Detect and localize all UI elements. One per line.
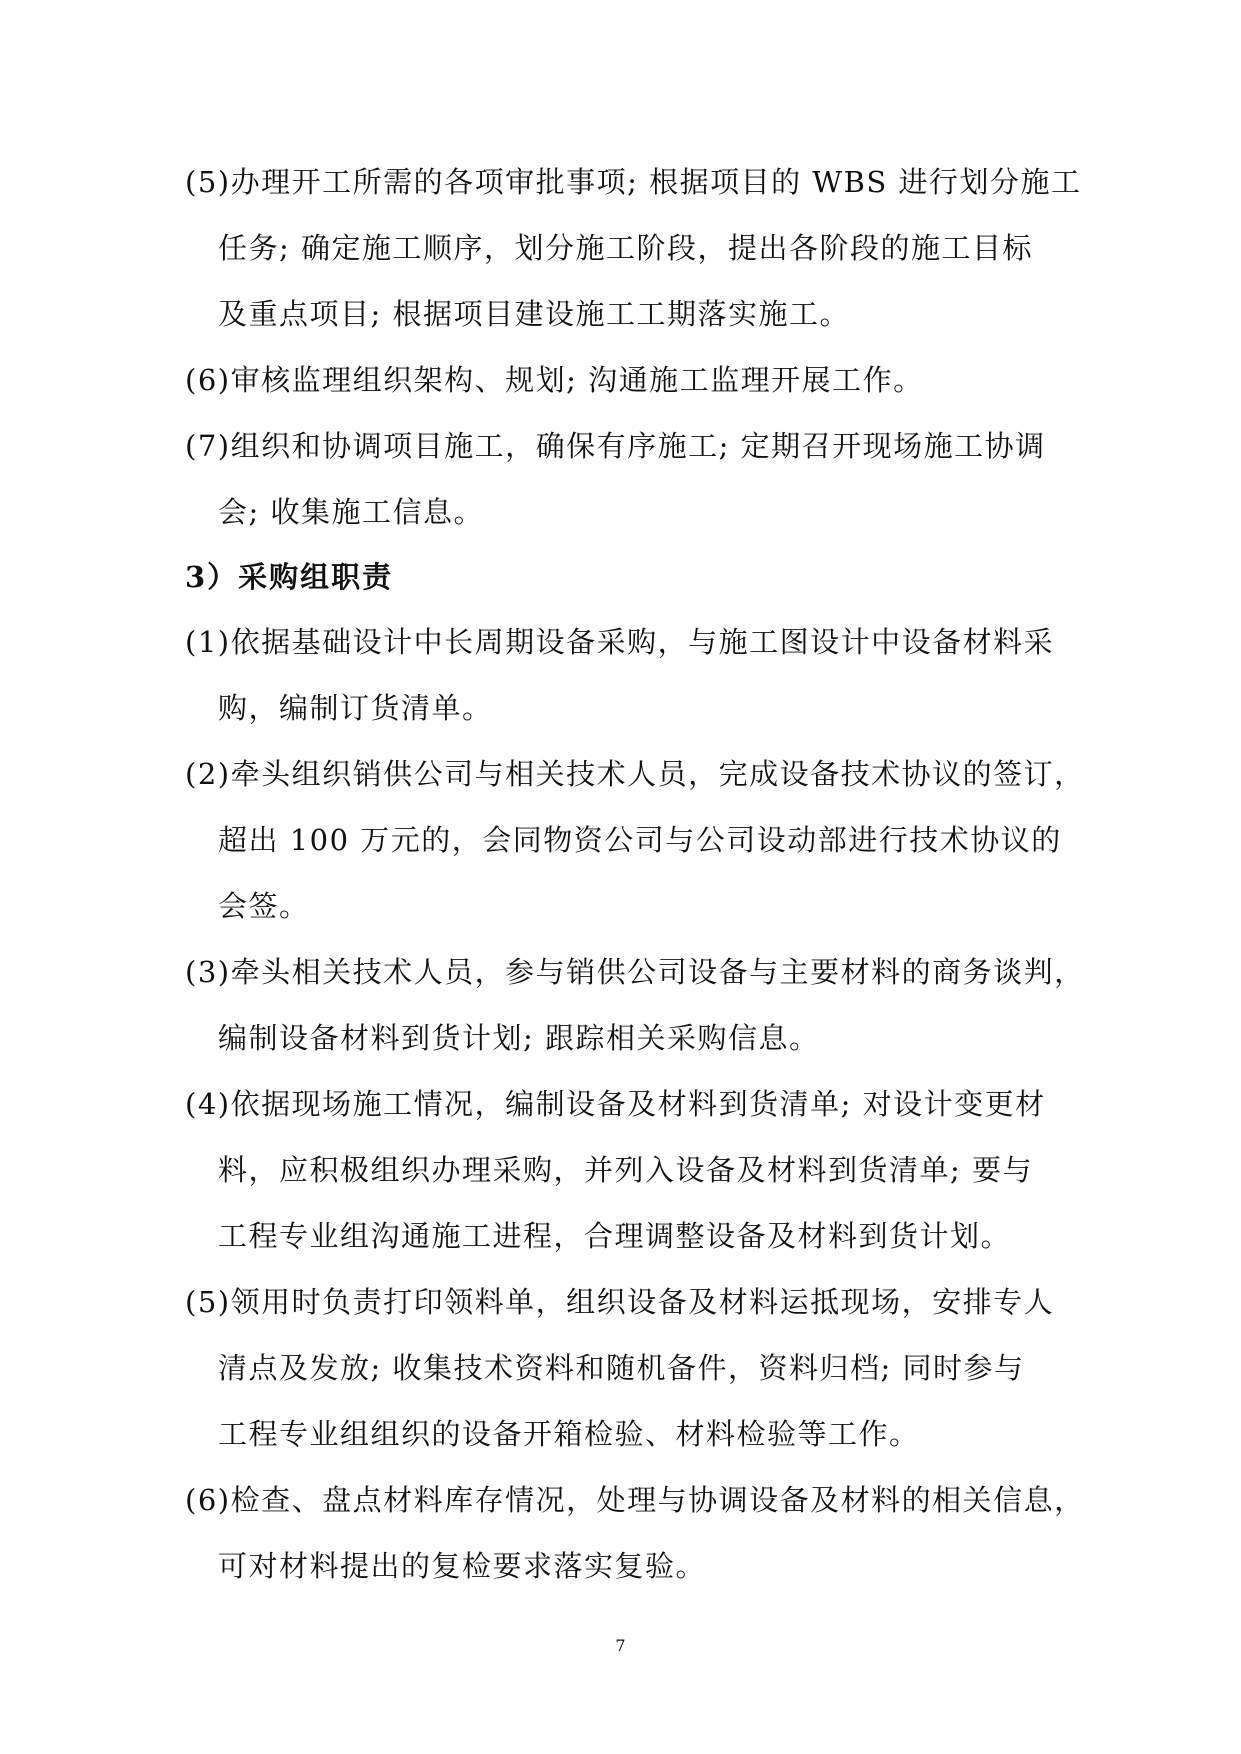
paragraph-line: 料，应积极组织办理采购，并列入设备及材料到货清单; 要与: [218, 1153, 1033, 1187]
paragraph-line: (5)领用时负责打印领料单，组织设备及材料运抵现场，安排专人: [185, 1285, 1055, 1319]
paragraph-line: (2)牵头组织销供公司与相关技术人员，完成设备技术协议的签订，: [185, 757, 1085, 791]
paragraph-line: 会签。: [218, 889, 310, 923]
paragraph-line: 购，编制订货清单。: [218, 691, 493, 725]
paragraph-line: 可对材料提出的复检要求落实复验。: [218, 1549, 707, 1583]
paragraph-line: 工程专业组组织的设备开箱检验、材料检验等工作。: [218, 1417, 920, 1451]
paragraph-line: (3)牵头相关技术人员，参与销供公司设备与主要材料的商务谈判，: [185, 955, 1085, 989]
paragraph-line: (7)组织和协调项目施工，确保有序施工; 定期召开现场施工协调: [185, 429, 1046, 463]
paragraph-line: 会; 收集施工信息。: [218, 495, 484, 529]
paragraph-line: 清点及发放; 收集技术资料和随机备件，资料归档; 同时参与: [218, 1351, 1025, 1385]
paragraph-line: (6)检查、盘点材料库存情况，处理与协调设备及材料的相关信息，: [185, 1483, 1085, 1517]
paragraph-line: (6)审核监理组织架构、规划; 沟通施工监理开展工作。: [185, 363, 924, 397]
paragraph-line: 工程专业组沟通施工进程，合理调整设备及材料到货计划。: [218, 1219, 1012, 1253]
paragraph-line: 任务; 确定施工顺序，划分施工阶段，提出各阶段的施工目标: [218, 231, 1033, 265]
paragraph-line: 编制设备材料到货计划; 跟踪相关采购信息。: [218, 1021, 820, 1055]
paragraph-line: (1)依据基础设计中长周期设备采购，与施工图设计中设备材料采: [185, 625, 1055, 659]
paragraph-line: 及重点项目; 根据项目建设施工工期落实施工。: [218, 297, 850, 331]
paragraph-line: 超出 100 万元的，会同物资公司与公司设动部进行技术协议的: [218, 823, 1062, 857]
paragraph-line: (5)办理开工所需的各项审批事项; 根据项目的 WBS 进行划分施工: [185, 165, 1082, 199]
page-number: 7: [615, 1636, 626, 1655]
section-heading: 3）采购组职责: [185, 560, 394, 594]
paragraph-line: (4)依据现场施工情况，编制设备及材料到货清单; 对设计变更材: [185, 1087, 1046, 1121]
